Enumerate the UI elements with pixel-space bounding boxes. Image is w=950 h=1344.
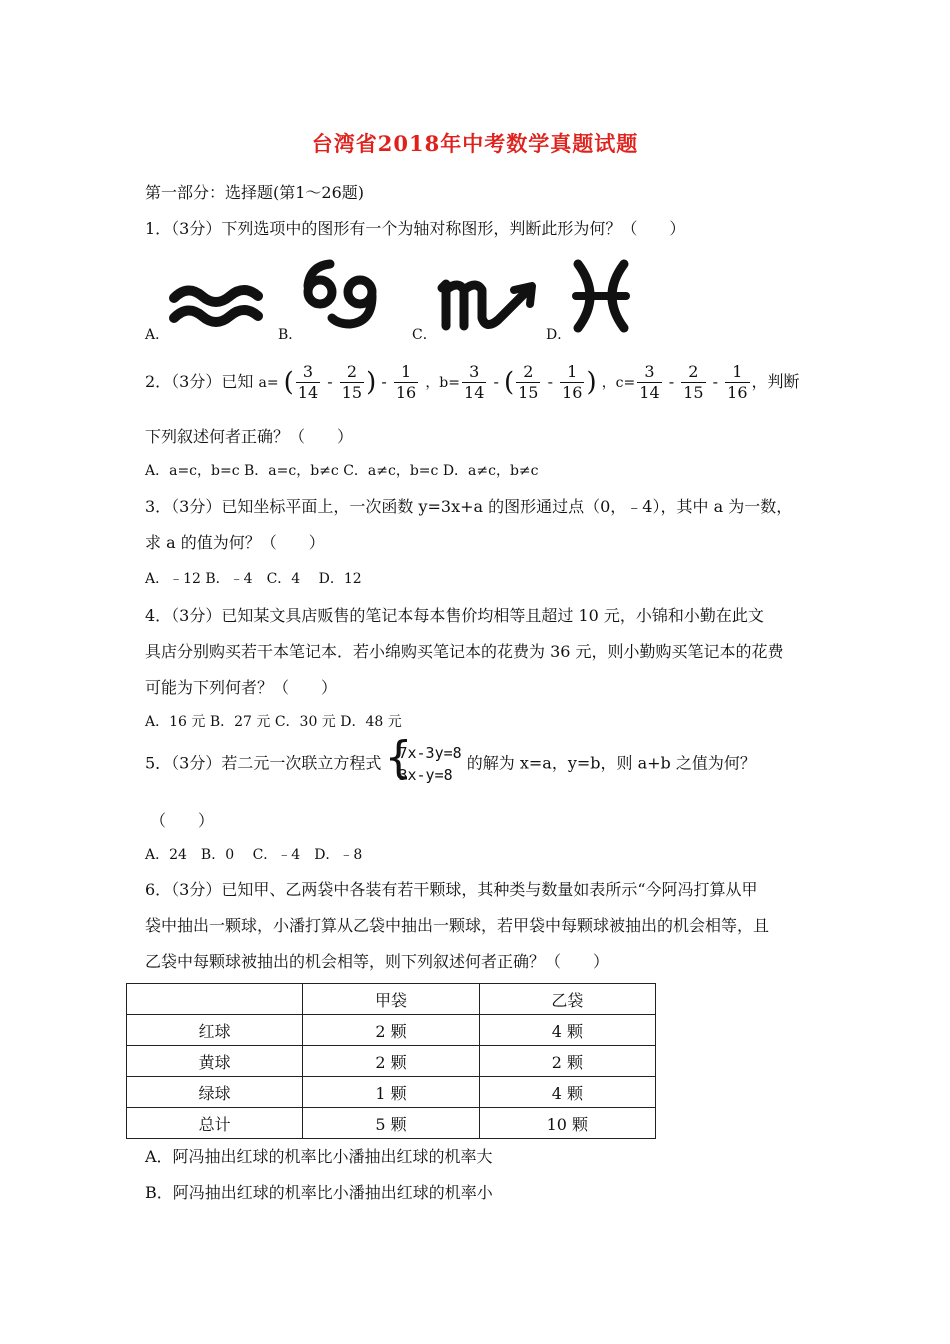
- fraction: [394, 362, 418, 403]
- q2-line1: [145, 362, 800, 403]
- q5-options: A．24 B．0 C．﹣4 D．﹣8: [145, 847, 363, 863]
- q6-line3: 乙袋中每颗球被抽出的机会相等，则下列叙述何者正确？（ ）: [145, 952, 610, 971]
- table-header-cell: 甲袋: [303, 984, 479, 1015]
- q2-a-label: a=: [258, 375, 279, 391]
- q1-option-a-label: A．: [145, 327, 170, 343]
- q5-line1: [145, 732, 756, 786]
- minus-sign: -: [493, 372, 499, 391]
- table-cell: 2 颗: [303, 1015, 479, 1046]
- table-row: [127, 1015, 656, 1046]
- fraction: [725, 362, 749, 403]
- q4-line1: 4．（3分）已知某文具店贩售的笔记本每本售价均相等且超过 10 元，小锦和小勤在此文: [145, 606, 764, 625]
- q6-option-a: A．阿冯抽出红球的机率比小潘抽出红球的机率大: [145, 1147, 493, 1166]
- denominator: 15: [683, 383, 704, 402]
- numerator: 3: [462, 362, 486, 383]
- table-row: [127, 1108, 656, 1139]
- equation-system: [384, 732, 462, 786]
- table-cell: 4 颗: [479, 1077, 655, 1108]
- fraction: [637, 362, 661, 403]
- scorpio-symbol-icon: [436, 272, 548, 332]
- aquarius-symbol-icon: [168, 278, 264, 330]
- paren-open: (: [283, 367, 294, 398]
- equation-2: 3x-y=8: [398, 766, 453, 784]
- numerator: 1: [394, 362, 418, 383]
- q4-options: A．16 元 B．27 元 C．30 元 D．48 元: [145, 714, 402, 730]
- q4-line2: 具店分别购买若干本笔记本．若小绵购买笔记本的花费为 36 元，则小勤购买笔记本的花费: [145, 642, 784, 661]
- q1-option-d-label: D．: [546, 327, 572, 343]
- q1-option-b-label: B．: [278, 327, 303, 343]
- table-header-row: [127, 984, 656, 1015]
- table-cell: 2 颗: [303, 1046, 479, 1077]
- numerator: 2: [681, 362, 705, 383]
- denominator: 14: [639, 383, 660, 402]
- denominator: 14: [464, 383, 485, 402]
- numerator: 2: [340, 362, 364, 383]
- table-cell: 4 颗: [479, 1015, 655, 1046]
- fraction: [516, 362, 540, 403]
- table-cell: 总计: [127, 1108, 303, 1139]
- denominator: 15: [341, 383, 363, 402]
- numerator: 1: [725, 362, 749, 383]
- minus-sign: -: [712, 372, 719, 391]
- denominator: 16: [727, 383, 748, 402]
- table-cell: 黄球: [127, 1046, 303, 1077]
- q2-line2: 下列叙述何者正确？（ ）: [145, 427, 354, 446]
- numerator: 3: [296, 362, 320, 383]
- table-cell: 10 颗: [479, 1108, 655, 1139]
- cancer-symbol-icon: [298, 256, 384, 334]
- q3-line2: 求 a 的值为何？（ ）: [145, 533, 325, 552]
- fraction: [340, 362, 364, 403]
- ball-count-table: [126, 983, 656, 1139]
- q2-options: A．a=c，b=c B．a=c，b≠c C．a≠c，b=c D．a≠c，b≠c: [145, 463, 539, 479]
- denominator: 16: [562, 383, 583, 402]
- denominator: 15: [518, 383, 539, 402]
- table-row: [127, 1077, 656, 1108]
- paren-close: ): [586, 367, 597, 398]
- minus-sign: -: [547, 372, 553, 391]
- table-header-cell: 乙袋: [479, 984, 655, 1015]
- minus-sign: -: [381, 372, 387, 391]
- q1-option-c-label: C．: [412, 327, 437, 343]
- table-cell: 5 颗: [303, 1108, 479, 1139]
- section-heading: 第一部分：选择题(第1～26题): [145, 183, 365, 202]
- fraction: [296, 362, 320, 403]
- q6-option-b: B．阿冯抽出红球的机率比小潘抽出红球的机率小: [145, 1183, 493, 1202]
- minus-sign: -: [327, 372, 333, 391]
- q2-c-label: ，c=: [601, 375, 636, 391]
- table-cell: 绿球: [127, 1077, 303, 1108]
- denominator: 14: [297, 383, 319, 402]
- paren-open: (: [503, 367, 515, 398]
- fraction: [560, 362, 584, 403]
- q2-end: ，判断: [751, 372, 800, 391]
- numerator: 1: [560, 362, 584, 383]
- numerator: 3: [637, 362, 661, 383]
- left-brace-icon: {: [384, 732, 413, 783]
- paren-close: ): [366, 367, 377, 398]
- page-title: 台湾省2018年中考数学真题试题: [311, 131, 639, 156]
- table-cell: 1 颗: [303, 1077, 479, 1108]
- q5-suffix: 的解为 x=a，y=b，则 a+b 之值为何？: [466, 753, 756, 773]
- table-row: [127, 1046, 656, 1077]
- q2-b-label: ，b=: [425, 375, 461, 391]
- fraction: [462, 362, 486, 403]
- minus-sign: -: [668, 372, 675, 391]
- table-header-cell: [127, 984, 303, 1015]
- table-cell: 红球: [127, 1015, 303, 1046]
- q2-prefix: 2．（3分）已知: [145, 372, 254, 391]
- q3-options: A．﹣12 B．﹣4 C．4 D．12: [145, 571, 362, 587]
- q4-line3: 可能为下列何者？（ ）: [145, 678, 338, 697]
- pisces-symbol-icon: [566, 258, 636, 334]
- q6-line2: 袋中抽出一颗球，小潘打算从乙袋中抽出一颗球，若甲袋中每颗球被抽出的机会相等，且: [145, 916, 770, 935]
- q5-prefix: 5．（3分）若二元一次联立方程式: [145, 753, 382, 773]
- fraction: [681, 362, 705, 403]
- q3-line1: 3．（3分）已知坐标平面上，一次函数 y=3x+a 的图形通过点（0，﹣4），其中 a 为一数，: [145, 497, 793, 516]
- q6-line1: 6．（3分）已知甲、乙两袋中各装有若干颗球，其种类与数量如表所示“今阿冯打算从甲: [145, 880, 758, 899]
- table-cell: 2 颗: [479, 1046, 655, 1077]
- q5-line2: （ ）: [150, 811, 215, 830]
- denominator: 16: [395, 383, 417, 402]
- numerator: 2: [516, 362, 540, 383]
- q1-stem: 1．（3分）下列选项中的图形有一个为轴对称图形，判断此形为何？（ ）: [145, 219, 686, 238]
- equation-1: 7x-3y=8: [398, 744, 462, 762]
